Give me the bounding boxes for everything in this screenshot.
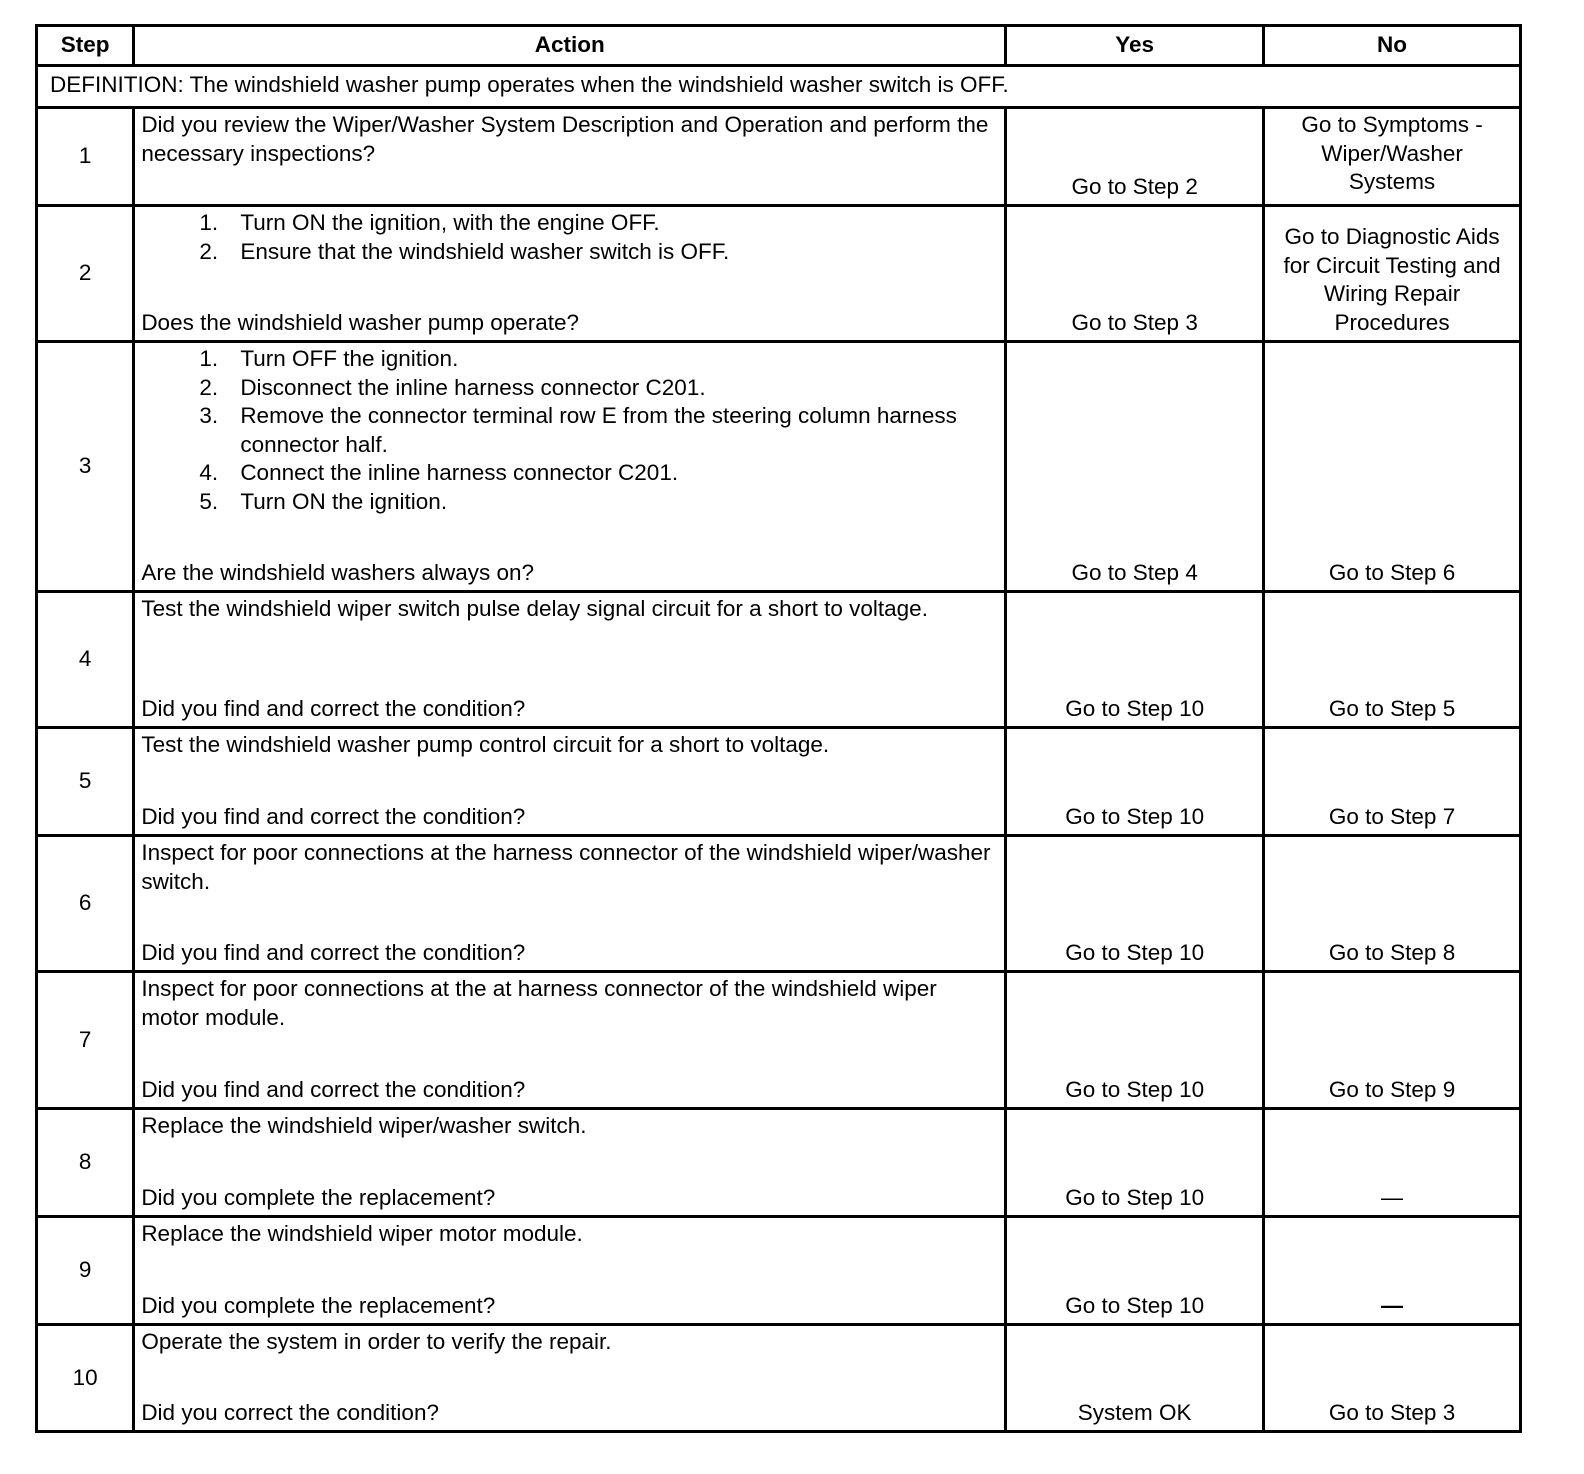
no-cell: — (1264, 1217, 1521, 1325)
action-cell (134, 108, 1006, 206)
action-question: Did you find and correct the condition? (141, 803, 526, 829)
diagnostic-table (35, 24, 1522, 1433)
no-cell: Go to Symptoms - Wiper/Washer Systems (1264, 108, 1521, 206)
step-number: 1 (37, 108, 134, 206)
definition-text: DEFINITION: The windshield washer pump operates when the windshield washer switch is OFF. (37, 66, 1521, 108)
yes-cell: Go to Step 10 (1006, 1217, 1264, 1325)
action-question: Does the windshield washer pump operate? (141, 309, 580, 335)
action-question: Did you complete the replacement? (141, 1184, 496, 1210)
action-cell (134, 728, 1006, 836)
yes-cell: Go to Step 10 (1006, 1109, 1264, 1217)
action-cell (134, 206, 1006, 342)
action-question: Did you correct the condition? (141, 1399, 439, 1425)
list-item: Turn OFF the ignition. (240, 346, 459, 371)
step-number: 2 (37, 206, 134, 342)
action-text: Replace the windshield wiper motor module. (141, 1221, 583, 1246)
no-cell: Go to Step 3 (1264, 1325, 1521, 1432)
no-cell: Go to Diagnostic Aids for Circuit Testing and Wiring Repair Procedures (1264, 206, 1521, 342)
action-text: Inspect for poor connections at the at harness connector of the windshield wiper motor module. (141, 976, 937, 1030)
yes-cell: Go to Step 10 (1006, 836, 1264, 972)
step-number: 6 (37, 836, 134, 972)
yes-cell: Go to Step 10 (1006, 728, 1264, 836)
yes-cell: Go to Step 2 (1006, 108, 1264, 206)
list-item: Turn ON the ignition, with the engine OFF. (240, 210, 660, 235)
action-text: Test the windshield wiper switch pulse delay signal circuit for a short to voltage. (141, 596, 928, 621)
list-item: Disconnect the inline harness connector C201. (240, 374, 706, 400)
list-item: Connect the inline harness connector C201. (240, 460, 679, 485)
table-row (37, 972, 1521, 1109)
no-cell: Go to Step 6 (1264, 342, 1521, 592)
action-question: Did you find and correct the condition? (141, 1076, 526, 1102)
header-no: No (1264, 26, 1521, 66)
step-number: 9 (37, 1217, 134, 1325)
action-cell (134, 972, 1006, 1109)
action-cell (134, 342, 1006, 592)
action-question: Did you find and correct the condition? (141, 695, 526, 721)
list-item: Turn ON the ignition. (240, 488, 448, 514)
step-number: 7 (37, 972, 134, 1109)
yes-cell: Go to Step 4 (1006, 342, 1264, 592)
header-action: Action (134, 26, 1006, 66)
action-cell (134, 1109, 1006, 1217)
no-cell: Go to Step 9 (1264, 972, 1521, 1109)
action-cell (134, 1217, 1006, 1325)
header-yes: Yes (1006, 26, 1264, 66)
yes-cell: Go to Step 10 (1006, 592, 1264, 728)
no-cell: Go to Step 5 (1264, 592, 1521, 728)
no-cell: Go to Step 8 (1264, 836, 1521, 972)
definition-row (37, 66, 1521, 108)
table-row (37, 1217, 1521, 1325)
table-row (37, 1109, 1521, 1217)
step-number: 8 (37, 1109, 134, 1217)
list-item: Remove the connector terminal row E from the steering column harness connector half. (240, 403, 957, 457)
action-step-list (141, 345, 998, 516)
step-number: 10 (37, 1325, 134, 1432)
action-cell (134, 592, 1006, 728)
list-item: Ensure that the windshield washer switch is OFF. (240, 238, 730, 264)
step-number: 5 (37, 728, 134, 836)
table-row (37, 342, 1521, 592)
action-step-list (141, 209, 998, 266)
yes-cell: Go to Step 3 (1006, 206, 1264, 342)
yes-cell: Go to Step 10 (1006, 972, 1264, 1109)
no-cell: — (1264, 1109, 1521, 1217)
step-number: 3 (37, 342, 134, 592)
table-row (37, 206, 1521, 342)
step-number: 4 (37, 592, 134, 728)
action-text: Test the windshield washer pump control circuit for a short to voltage. (141, 732, 830, 757)
header-row (37, 26, 1521, 66)
yes-cell: System OK (1006, 1325, 1264, 1432)
action-cell (134, 836, 1006, 972)
table-row (37, 728, 1521, 836)
action-text: Inspect for poor connections at the harness connector of the windshield wiper/washer switch. (141, 840, 991, 894)
action-cell (134, 1325, 1006, 1432)
action-question: Are the windshield washers always on? (141, 559, 535, 585)
action-question: Did you find and correct the condition? (141, 939, 526, 965)
table-row (37, 108, 1521, 206)
table-row (37, 836, 1521, 972)
table-row (37, 592, 1521, 728)
action-question: Did you complete the replacement? (141, 1292, 496, 1318)
action-text: Did you review the Wiper/Washer System Description and Operation and perform the necessary inspections? (141, 112, 989, 166)
header-step: Step (37, 26, 134, 66)
no-cell: Go to Step 7 (1264, 728, 1521, 836)
table-row (37, 1325, 1521, 1432)
action-text: Operate the system in order to verify the repair. (141, 1329, 612, 1354)
action-text: Replace the windshield wiper/washer switch. (141, 1113, 587, 1138)
